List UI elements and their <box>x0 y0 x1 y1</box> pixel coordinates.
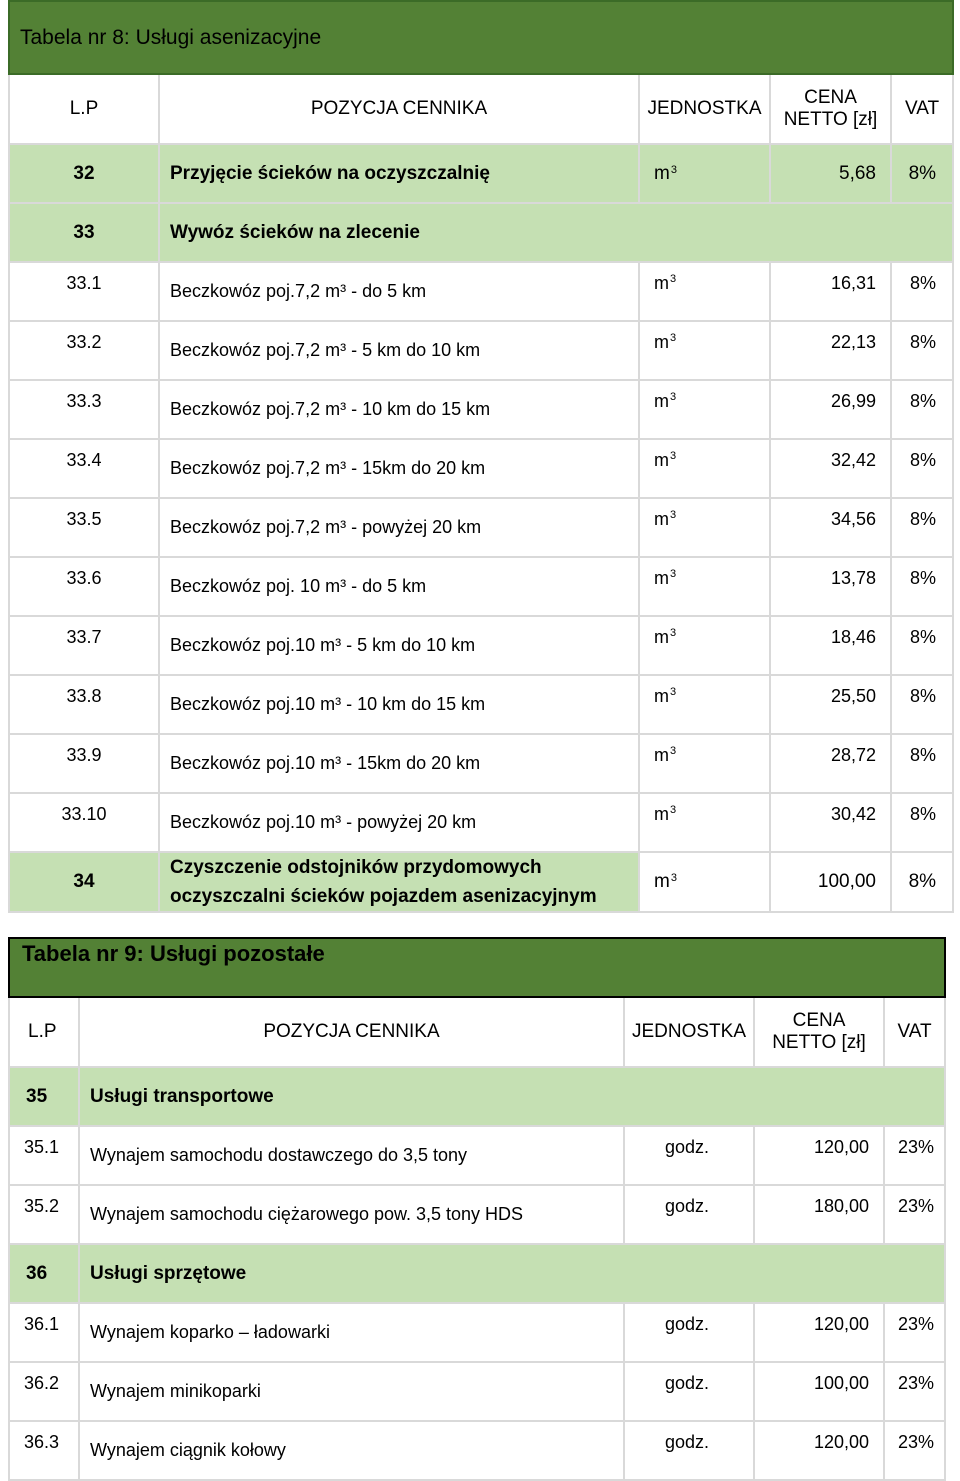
table-row <box>9 734 953 793</box>
table-row <box>9 1126 945 1185</box>
header-pozycja: POZYCJA CENNIKA <box>159 74 639 144</box>
table-row <box>9 380 953 439</box>
row-lp: 34 <box>9 852 159 912</box>
row-vat: 8% <box>891 380 953 439</box>
row-vat: 23% <box>884 1421 945 1480</box>
table-row <box>9 1067 945 1126</box>
row-pozycja: Wynajem samochodu dostawczego do 3,5 tony <box>79 1126 624 1185</box>
row-lp: 33.8 <box>9 675 159 734</box>
row-lp: 33.9 <box>9 734 159 793</box>
row-unit: $m^3$ <box>639 380 770 439</box>
row-vat: 8% <box>891 557 953 616</box>
header-cena: CENA NETTO [zł] <box>754 997 884 1067</box>
row-vat: 23% <box>884 1185 945 1244</box>
row-lp: 33.3 <box>9 380 159 439</box>
row-price: 30,42 <box>770 793 891 852</box>
row-price: 13,78 <box>770 557 891 616</box>
header-lp: L.P <box>9 997 79 1067</box>
row-unit: $m^3$ <box>639 557 770 616</box>
row-price: 26,99 <box>770 380 891 439</box>
row-vat: 23% <box>884 1362 945 1421</box>
row-lp: 35.1 <box>9 1126 79 1185</box>
row-price: 25,50 <box>770 675 891 734</box>
row-price: 100,00 <box>770 852 891 912</box>
row-price: 5,68 <box>770 144 891 203</box>
row-price: 120,00 <box>754 1421 884 1480</box>
row-lp: 35.2 <box>9 1185 79 1244</box>
row-pozycja: Wynajem minikoparki <box>79 1362 624 1421</box>
row-pozycja: Usługi sprzętowe <box>79 1244 945 1303</box>
row-unit: godz. <box>624 1362 754 1421</box>
row-pozycja: Beczkowóz poj.10 m³ - 10 km do 15 km <box>159 675 639 734</box>
header-vat: VAT <box>884 997 945 1067</box>
row-vat: 23% <box>884 1303 945 1362</box>
row-price: 32,42 <box>770 439 891 498</box>
row-lp: 33.1 <box>9 262 159 321</box>
table-row <box>9 203 953 262</box>
table-row <box>9 439 953 498</box>
row-lp: 33.2 <box>9 321 159 380</box>
row-vat: 8% <box>891 793 953 852</box>
row-vat: 8% <box>891 262 953 321</box>
row-unit: godz. <box>624 1421 754 1480</box>
row-unit: $m^3$ <box>639 144 770 203</box>
row-lp: 33.6 <box>9 557 159 616</box>
row-pozycja: Beczkowóz poj.10 m³ - 5 km do 10 km <box>159 616 639 675</box>
row-unit: $m^3$ <box>639 734 770 793</box>
row-pozycja: Wynajem ciągnik kołowy <box>79 1421 624 1480</box>
row-unit: godz. <box>624 1303 754 1362</box>
header-vat: VAT <box>891 74 953 144</box>
row-pozycja: Beczkowóz poj.7,2 m³ - 10 km do 15 km <box>159 380 639 439</box>
table-uslugi-pozostale <box>8 937 946 1481</box>
header-pozycja: POZYCJA CENNIKA <box>79 997 624 1067</box>
table-row <box>9 321 953 380</box>
table-row <box>9 1303 945 1362</box>
row-pozycja: Czyszczenie odstojników przydomowych oczyszczalni ścieków pojazdem asenizacyjnym <box>159 852 639 912</box>
row-vat: 8% <box>891 321 953 380</box>
row-lp: 36 <box>9 1244 79 1303</box>
header-jednostka: JEDNOSTKA <box>624 997 754 1067</box>
table-header-row <box>9 74 953 144</box>
table-row <box>9 793 953 852</box>
row-lp: 33.7 <box>9 616 159 675</box>
header-lp: L.P <box>9 74 159 144</box>
table-row <box>9 852 953 912</box>
table-title: Tabela nr 9: Usługi pozostałe <box>9 938 945 997</box>
row-lp: 36.3 <box>9 1421 79 1480</box>
row-lp: 33.4 <box>9 439 159 498</box>
table-row <box>9 1362 945 1421</box>
row-price: 34,56 <box>770 498 891 557</box>
table-title-row <box>9 1 953 74</box>
row-unit: $m^3$ <box>639 321 770 380</box>
row-price: 28,72 <box>770 734 891 793</box>
table-row <box>9 1421 945 1480</box>
row-vat: 8% <box>891 675 953 734</box>
row-pozycja: Beczkowóz poj.10 m³ - powyżej 20 km <box>159 793 639 852</box>
row-pozycja: Przyjęcie ścieków na oczyszczalnię <box>159 144 639 203</box>
row-pozycja: Wynajem koparko – ładowarki <box>79 1303 624 1362</box>
row-vat: 8% <box>891 734 953 793</box>
header-jednostka: JEDNOSTKA <box>639 74 770 144</box>
row-unit: $m^3$ <box>639 262 770 321</box>
row-lp: 36.1 <box>9 1303 79 1362</box>
row-price: 180,00 <box>754 1185 884 1244</box>
row-vat: 8% <box>891 144 953 203</box>
row-pozycja: Beczkowóz poj.7,2 m³ - 15km do 20 km <box>159 439 639 498</box>
row-price: 18,46 <box>770 616 891 675</box>
row-pozycja: Usługi transportowe <box>79 1067 945 1126</box>
row-lp: 33.10 <box>9 793 159 852</box>
row-vat: 8% <box>891 439 953 498</box>
row-price: 22,13 <box>770 321 891 380</box>
row-vat: 8% <box>891 616 953 675</box>
row-unit: godz. <box>624 1185 754 1244</box>
row-price: 16,31 <box>770 262 891 321</box>
table-row <box>9 557 953 616</box>
table-uslugi-asenizacyjne <box>8 0 954 913</box>
row-lp: 35 <box>9 1067 79 1126</box>
row-price: 120,00 <box>754 1303 884 1362</box>
row-pozycja: Beczkowóz poj.7,2 m³ - do 5 km <box>159 262 639 321</box>
table-row <box>9 262 953 321</box>
row-lp: 33 <box>9 203 159 262</box>
row-pozycja: Beczkowóz poj.10 m³ - 15km do 20 km <box>159 734 639 793</box>
table-row <box>9 675 953 734</box>
row-vat: 8% <box>891 852 953 912</box>
table-row <box>9 1244 945 1303</box>
row-price: 100,00 <box>754 1362 884 1421</box>
row-pozycja: Beczkowóz poj. 10 m³ - do 5 km <box>159 557 639 616</box>
table-row <box>9 616 953 675</box>
row-unit: godz. <box>624 1126 754 1185</box>
row-lp: 33.5 <box>9 498 159 557</box>
row-unit: $m^3$ <box>639 675 770 734</box>
row-pozycja: Wywóz ścieków na zlecenie <box>159 203 953 262</box>
table-row <box>9 144 953 203</box>
row-unit: $m^3$ <box>639 498 770 557</box>
table-header-row <box>9 997 945 1067</box>
row-vat: 23% <box>884 1126 945 1185</box>
table-title-row <box>9 938 945 997</box>
row-unit: $m^3$ <box>639 852 770 912</box>
row-unit: $m^3$ <box>639 439 770 498</box>
row-vat: 8% <box>891 498 953 557</box>
row-lp: 36.2 <box>9 1362 79 1421</box>
row-pozycja: Wynajem samochodu ciężarowego pow. 3,5 tony HDS <box>79 1185 624 1244</box>
header-cena: CENA NETTO [zł] <box>770 74 891 144</box>
row-price: 120,00 <box>754 1126 884 1185</box>
row-pozycja: Beczkowóz poj.7,2 m³ - 5 km do 10 km <box>159 321 639 380</box>
table-title: Tabela nr 8: Usługi asenizacyjne <box>9 1 953 74</box>
row-unit: $m^3$ <box>639 793 770 852</box>
table-row <box>9 498 953 557</box>
table-row <box>9 1185 945 1244</box>
row-unit: $m^3$ <box>639 616 770 675</box>
row-pozycja: Beczkowóz poj.7,2 m³ - powyżej 20 km <box>159 498 639 557</box>
row-lp: 32 <box>9 144 159 203</box>
